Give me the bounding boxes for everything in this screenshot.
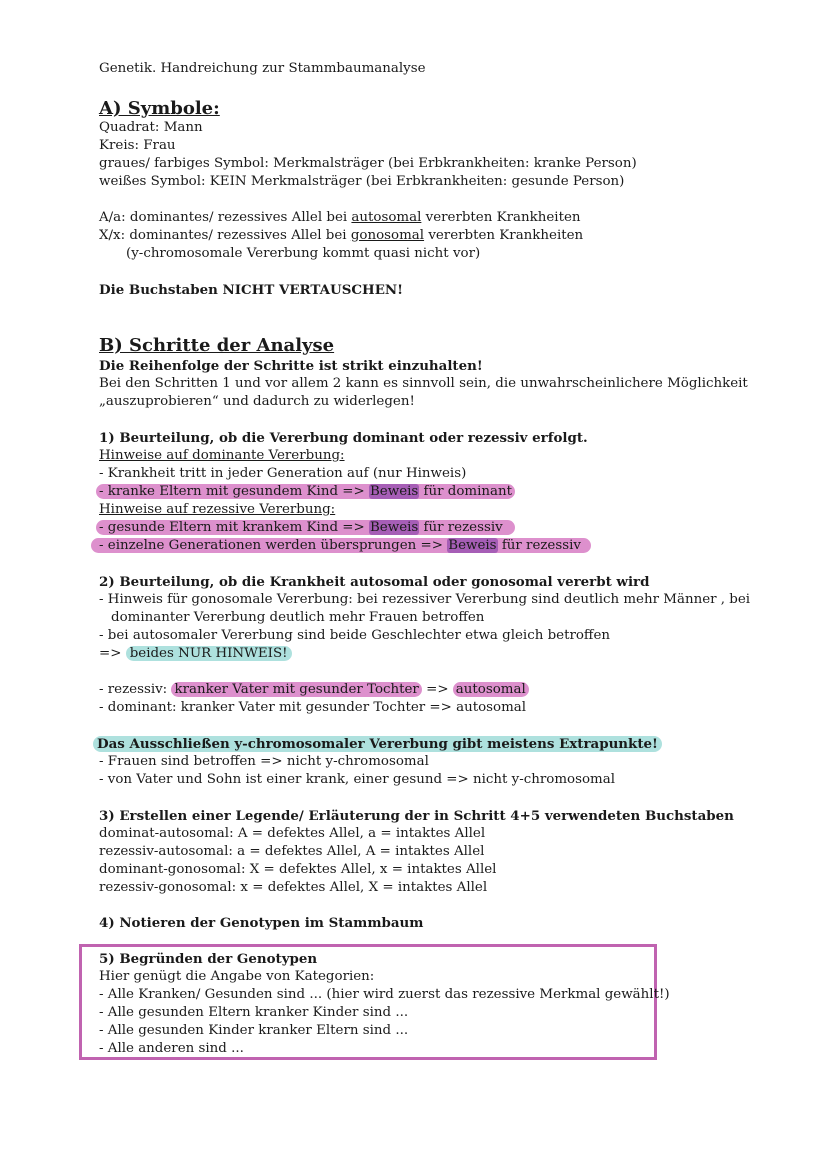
highlight-marker: Das Ausschließen y-chromosomaler Vererbung gibt meistens Extrapunkte! <box>93 736 662 752</box>
legend-line: rezessiv-gonosomal: x = defektes Allel, X = intaktes Allel <box>99 880 488 895</box>
section-a-heading: A) Symbole: <box>99 98 220 119</box>
intro-text: Bei den Schritten 1 und vor allem 2 kann es sinnvoll sein, die unwahrscheinlichere Möglichkeit <box>99 376 748 391</box>
dominant-hint: - Krankheit tritt in jeder Generation auf (nur Hinweis) <box>99 466 467 481</box>
legend-line: dominant-gonosomal: X = defektes Allel, x = intaktes Allel <box>99 862 497 877</box>
autosomal-hint: - bei autosomaler Vererbung sind beide Geschlechter etwa gleich betroffen <box>99 628 610 643</box>
section-b-heading: B) Schritte der Analyse <box>99 335 335 356</box>
step-5-line: - Alle anderen sind ... <box>99 1041 244 1056</box>
recessive-case: - rezessiv: kranker Vater mit gesunder Tochter => autosomal <box>99 681 529 699</box>
extra-points-note <box>99 735 662 753</box>
symbol-line: weißes Symbol: KEIN Merkmalsträger (bei Erbkrankheiten: gesunde Person) <box>99 174 625 189</box>
proof-word: Beweis <box>448 538 497 553</box>
highlight-marker: beides NUR HINWEIS! <box>126 646 292 661</box>
y-chromosomal-note: (y-chromosomale Vererbung kommt quasi nicht vor) <box>126 246 481 261</box>
recessive-hints-heading: Hinweise auf rezessive Vererbung: <box>99 502 336 517</box>
symbol-line: Quadrat: Mann <box>99 120 203 135</box>
step-2-title: 2) Beurteilung, ob die Krankheit autosomal oder gonosomal vererbt wird <box>99 574 650 590</box>
recessive-proof <box>99 537 591 555</box>
dominant-case: - dominant: kranker Vater mit gesunder Tochter => autosomal <box>99 700 527 715</box>
step-5-line: - Alle gesunden Kinder kranker Eltern sind ... <box>99 1023 409 1038</box>
highlight-marker: autosomal <box>453 682 529 697</box>
step-1-title: 1) Beurteilung, ob die Vererbung dominant oder rezessiv erfolgt. <box>99 430 588 446</box>
step-5-line: - Alle Kranken/ Gesunden sind ... (hier wird zuerst das rezessive Merkmal gewählt!) <box>99 987 670 1002</box>
autosomal-term: autosomal <box>351 210 422 225</box>
document-title: Genetik. Handreichung zur Stammbaumanalyse <box>99 61 426 76</box>
y-exclusion-rule: - von Vater und Sohn ist einer krank, einer gesund => nicht y-chromosomal <box>99 772 616 787</box>
dominant-hints-heading: Hinweise auf dominante Vererbung: <box>99 448 345 463</box>
proof-word: Beweis <box>369 484 419 499</box>
symbol-line: graues/ farbiges Symbol: Merkmalsträger (bei Erbkrankheiten: kranke Person) <box>99 156 637 171</box>
highlight-marker: - gesunde Eltern mit krankem Kind => Beweis für rezessiv <box>96 520 515 535</box>
step-5-line: - Alle gesunden Eltern kranker Kinder sind ... <box>99 1005 409 1020</box>
gonosomal-term: gonosomal <box>350 228 425 243</box>
highlight-marker: kranker Vater mit gesunder Tochter <box>171 682 421 697</box>
gonosomal-hint: dominanter Vererbung deutlich mehr Frauen betroffen <box>111 610 485 625</box>
dominant-proof <box>99 483 515 501</box>
step-5-line: Hier genügt die Angabe von Kategorien: <box>99 969 375 984</box>
intro-text: „auszuprobieren“ und dadurch zu widerlegen! <box>99 394 415 409</box>
y-exclusion-rule: - Frauen sind betroffen => nicht y-chromosomal <box>99 754 429 769</box>
allele-gonosomal-line: X/x: dominantes/ rezessives Allel bei gonosomal vererbten Krankheiten <box>99 228 584 243</box>
highlight-marker: - einzelne Generationen werden übersprungen => Beweis für rezessiv <box>91 538 591 553</box>
step-5-title: 5) Begründen der Genotypen <box>99 951 318 967</box>
symbol-line: Kreis: Frau <box>99 138 176 153</box>
hint-only-note: => beides NUR HINWEIS! <box>99 645 292 663</box>
order-rule: Die Reihenfolge der Schritte ist strikt einzuhalten! <box>99 358 483 374</box>
step-3-title: 3) Erstellen einer Legende/ Erläuterung der in Schritt 4+5 verwendeten Buchstaben <box>99 808 734 824</box>
gonosomal-hint: - Hinweis für gonosomale Vererbung: bei rezessiver Vererbung sind deutlich mehr Männer , bei <box>99 592 751 607</box>
legend-line: dominat-autosomal: A = defektes Allel, a = intaktes Allel <box>99 826 486 841</box>
step-4-title: 4) Notieren der Genotypen im Stammbaum <box>99 915 424 931</box>
recessive-proof <box>99 519 515 537</box>
legend-line: rezessiv-autosomal: a = defektes Allel, A = intaktes Allel <box>99 844 485 859</box>
allele-autosomal-line: A/a: dominantes/ rezessives Allel bei autosomal vererbten Krankheiten <box>99 210 581 225</box>
proof-word: Beweis <box>369 520 419 535</box>
warning-note: Die Buchstaben NICHT VERTAUSCHEN! <box>99 282 404 298</box>
highlight-marker: - kranke Eltern mit gesundem Kind => Beweis für dominant <box>96 484 515 499</box>
